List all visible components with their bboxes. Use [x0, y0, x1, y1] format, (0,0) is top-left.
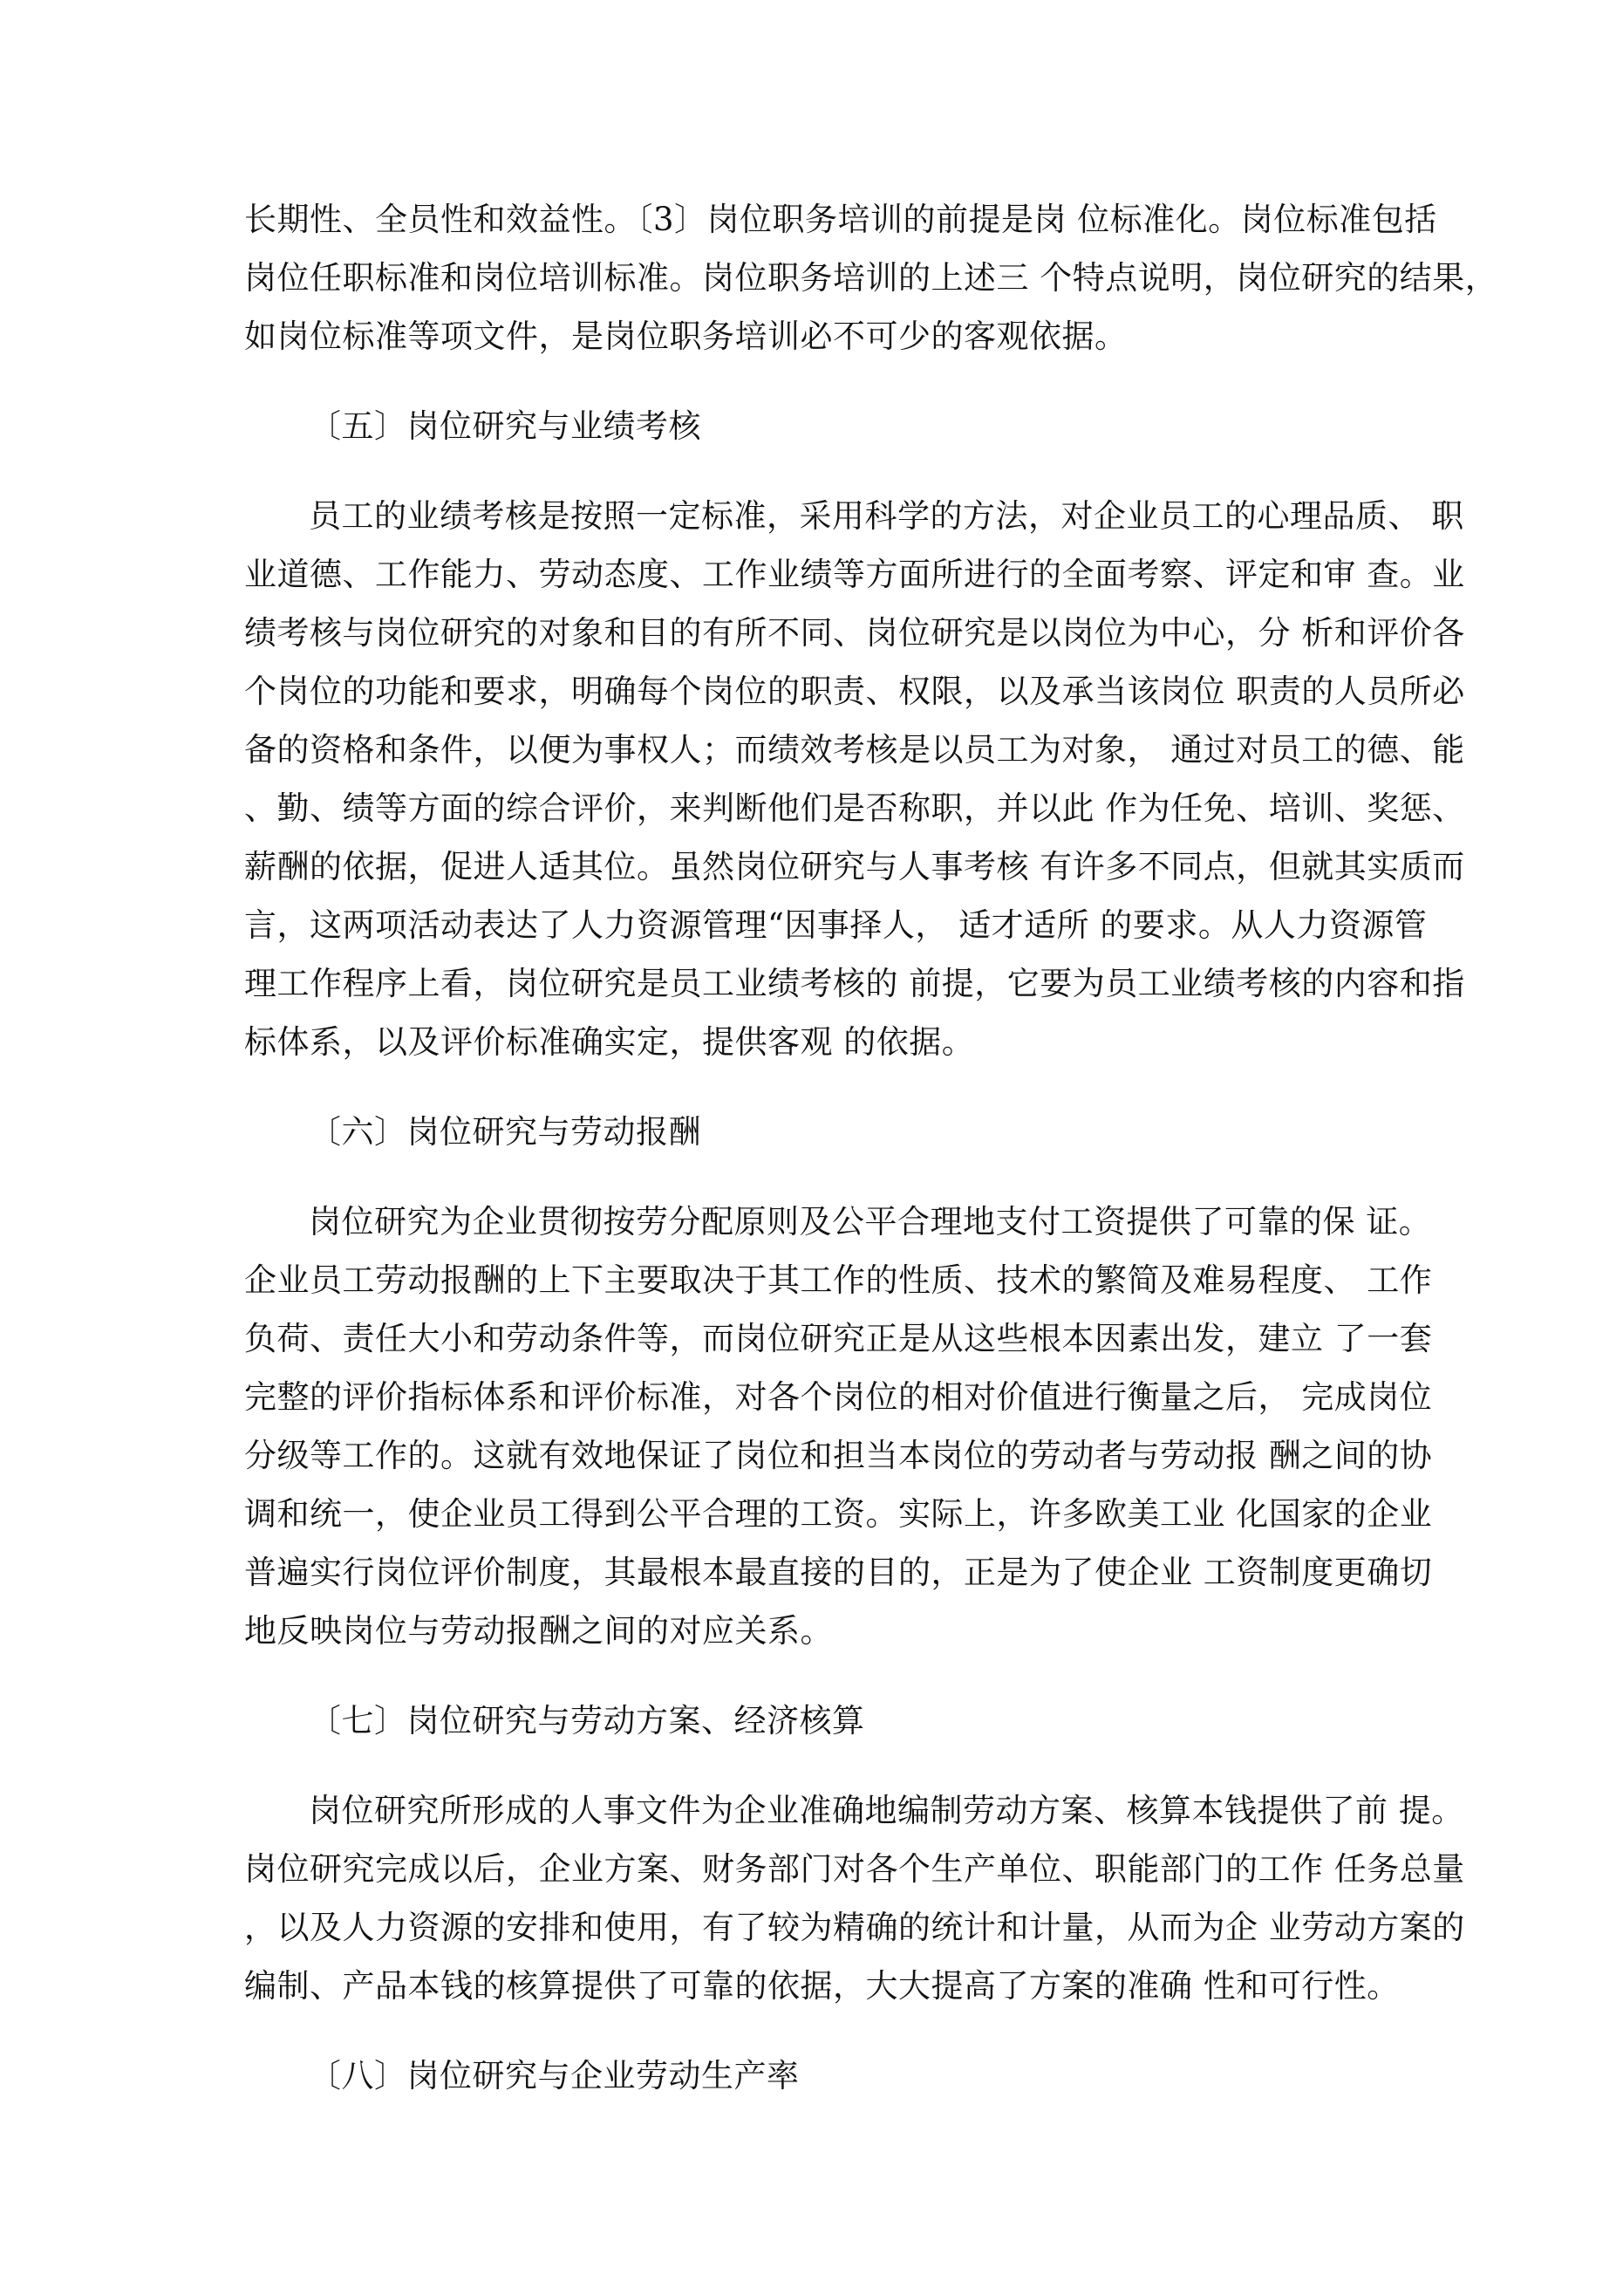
- text-line: 言，这两项活动表达了人力资源管理“因事择人， 适才适所 的要求。从人力资源管: [244, 906, 1428, 944]
- text-line: 岗位研究完成以后，企业方案、财务部门对各个生产单位、职能部门的工作 任务总量: [244, 1850, 1465, 1888]
- text-line: 个岗位的功能和要求，明确每个岗位的职责、权限，以及承当该岗位 职责的人员所必: [244, 673, 1465, 710]
- text-line: 如岗位标准等项文件，是岗位职务培训必不可少的客观依据。: [244, 318, 1128, 355]
- text-line: 企业员工劳动报酬的上下主要取决于其工作的性质、技术的繁简及难易程度、 工作: [244, 1261, 1433, 1299]
- text-line: 普遍实行岗位评价制度，其最根本最直接的目的，正是为了使企业 工资制度更确切: [244, 1554, 1433, 1591]
- text-line: 薪酬的依据，促进人适其位。虽然岗位研究与人事考核 有许多不同点，但就其实质而: [244, 848, 1465, 885]
- text-line: 标体系，以及评价标准确实定，提供客观 的依据。: [244, 1023, 975, 1061]
- text-line: 负荷、责任大小和劳动条件等，而岗位研究正是从这些根本因素出发，建立 了一套: [244, 1320, 1433, 1357]
- section-heading-6: 〔六〕岗位研究与劳动报酬: [309, 1113, 701, 1151]
- document-page: [244, 190, 1498, 2105]
- text-line: ，以及人力资源的安排和使用，有了较为精确的统计和计量，从而为企 业劳动方案的: [244, 1909, 1465, 1946]
- text-line: 、勤、绩等方面的综合评价，来判断他们是否称职，并以此 作为任免、培训、奖惩、: [244, 789, 1465, 827]
- text-line: 分级等工作的。这就有效地保证了岗位和担当本岗位的劳动者与劳动报 酬之间的协: [244, 1437, 1433, 1474]
- text-line: 完整的评价指标体系和评价标准，对各个岗位的相对价值进行衡量之后， 完成岗位: [244, 1378, 1433, 1416]
- text-line: 长期性、全员性和效益性。〔3〕岗位职务培训的前提是岗 位标准化。岗位标准包括: [244, 201, 1437, 238]
- text-line: 业道德、工作能力、劳动态度、工作业绩等方面所进行的全面考察、评定和审 查。业: [244, 556, 1465, 593]
- text-line: 调和统一，使企业员工得到公平合理的工资。实际上，许多欧美工业 化国家的企业: [244, 1495, 1433, 1533]
- section-heading-5: 〔五〕岗位研究与业绩考核: [309, 407, 701, 445]
- text-line: 理工作程序上看，岗位研究是员工业绩考核的 前提，它要为员工业绩考核的内容和指: [244, 965, 1465, 1002]
- text-line: 备的资格和条件，以便为事权人；而绩效考核是以员工为对象， 通过对员工的德、能: [244, 731, 1465, 769]
- text-line: 岗位任职标准和岗位培训标准。岗位职务培训的上述三 个特点说明，岗位研究的结果，: [244, 259, 1498, 297]
- text-line: 编制、产品本钱的核算提供了可靠的依据，大大提高了方案的准确 性和可行性。: [244, 1967, 1400, 2005]
- text-line: 地反映岗位与劳动报酬之间的对应关系。: [244, 1612, 833, 1650]
- text-line: 绩考核与岗位研究的对象和目的有所不同、岗位研究是以岗位为中心，分 析和评价各: [244, 614, 1465, 652]
- text-line: 员工的业绩考核是按照一定标准，采用科学的方法，对企业员工的心理品质、 职: [309, 497, 1464, 535]
- paragraph-2: [244, 487, 1465, 1071]
- section-heading-8: 〔八〕岗位研究与企业劳动生产率: [309, 2057, 800, 2094]
- paragraph-1: [244, 190, 1498, 366]
- paragraph-4: [244, 1781, 1465, 2015]
- section-heading-7: 〔七〕岗位研究与劳动方案、经济核算: [309, 1702, 865, 1739]
- text-line: 岗位研究为企业贯彻按劳分配原则及公平合理地支付工资提供了可靠的保 证。: [309, 1203, 1432, 1240]
- text-line: 岗位研究所形成的人事文件为企业准确地编制劳动方案、核算本钱提供了前 提。: [309, 1792, 1464, 1829]
- paragraph-3: [244, 1192, 1433, 1660]
